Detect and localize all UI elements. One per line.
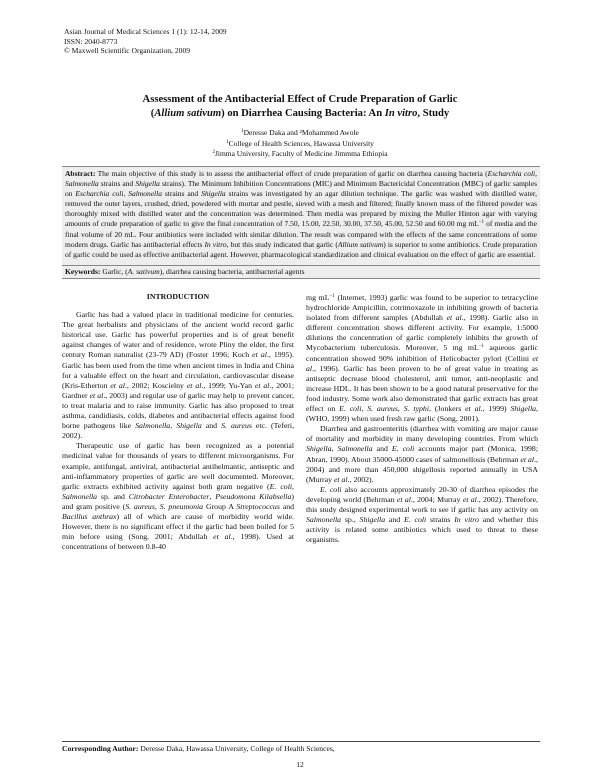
journal-citation: Asian Journal of Medical Sciences 1 (1): 12-14, 2009 xyxy=(64,27,227,36)
keywords-label: Keywords: xyxy=(65,267,101,276)
journal-copyright: © Maxwell Scientific Organization, 2009 xyxy=(64,46,191,56)
page-number: 12 xyxy=(296,760,304,769)
author-block xyxy=(60,128,540,160)
column-right xyxy=(306,293,538,545)
footer-divider xyxy=(62,741,540,742)
keywords: Keywords: Garlic, (A. sativum), diarrhea causing bacteria, antibacterial agents xyxy=(62,266,540,279)
corresponding-author-label: Corresponding Author: xyxy=(62,744,139,753)
journal-header xyxy=(64,27,227,56)
journal-issn: ISSN: 2040-8773 xyxy=(64,36,118,46)
abstract xyxy=(62,166,540,266)
intro-paragraph-2-continued: mg $mL^{-1}$ (Internet, 1993) garlic was found to be superior to tetracycline hydrochloride Ampicillin, cotrimoxazole in inhibiting growth of bacteria isolated from different samples (Abdullah et al., 1998). Garlic also in different concentration shows different activity. For example, 1:5000 dilutions the concentration of garlic completely inhibits the growth of Mycobacterium tuberculosis. Moreover, 5 mg $mL^{-1}$ aqueous garlic concentration showed 90% inhibition of Helicobacter pylori (Cellini et al., 1996). Garlic has been proven to be of great value in treating as antiseptic decrease blood cholesterol, anti tumor, anti-neoplastic and increase HDL. It has been shown to be a good natural preservative for the food industry. Some work also demonstrated that garlic extracts has great effect on E. coli, S. aureus, S. typhi, (Jonkers et al., 1999) Shigella, (WHO, 1999) when used fresh raw garlic (Song, 2001). xyxy=(306,293,538,424)
affiliation-2: $^2$Jimma University, Faculty of Medicine Jimmma Ethiopia xyxy=(212,149,388,158)
abstract-text: Abstract: The main objective of this study is to assess the antibacterial effect of crude preparation of garlic on diarrhea causing bacteria (Escharchia coli, Salmonella strains and Shigella strains). The Minimum Inhibition Concentrations (MIC) and Minimum Bactericidal Concentration (MBC) of garlic samples on Escharchia coli, Salmonella strains and Shigella strains was investigated by an agar dilution technique. The garlic was washed with distilled water, removed the outer layers, crushed, dried, powdered with mortar and pestle, sieved with a mesh and filtered; finally known mass of the filtered powder was thoroughly mixed with distilled water and the concentration was determined. Then media was prepared by mixing the Muller Hinton agar with varying amounts of crude preparation of garlic to give the final concentration of 7.50, 15.00, 22.50, 30.00, 37.50, 45.00, 52.50 and 60.00 mg $mL^{-1}$ of media and the final volume of 20 mL. Four antibiotics were included with similar dilution. The result was compared with the effects of the same concentrations of some modern drugs. Garlic has antibacterial effects In vitro, but this study indicated that garlic (Allium sativum) is superior to some antibiotics. Crude preparation of garlic could be used as effective antibacterial agent. However, pharmacological standardization and clinical evaluation on the effect of garlic are essential. xyxy=(65,169,538,259)
intro-paragraph-1: Garlic has had a valued place in traditional medicine for centuries. The great herbalists and physicians of the ancient world record garlic historical use. Garlic has powerful properties and is of great benefit against changes of water and of residence, wrote Pliny the elder, the first century Roman naturalist (23-79 AD) (Foster 1996; Koch et al., 1995). Garlic has been used from the time when ancient times in India and China for a valuable effect on the heart and circulation, cardiovascular disease (Kris-Etherton et al., 2002; Koscielny et al., 1999; Yu-Yan et al., 2001; Gardner et al., 2003) and regular use of garlic may help to prevent cancer, to treat malaria and to raise immunity. Garlic has also proposed to treat asthma, candidiasis, colds, diabetes and antibacterial effects against food borne pathogens like Salmonella, Shigella and S. aureus etc. (Teferi, 2002). xyxy=(62,310,295,441)
abstract-label: Abstract: xyxy=(65,169,96,178)
intro-paragraph-3: Diarrhea and gastroenteritis (diarrhea with vomiting are major cause of mortality and morbidity in many developing countries. From which Shigella, Salmonella and E. coli accounts major part (Monica, 1998; Abran, 1990). About 35000-45000 cases of salmonellosis (Behrman et al., 2004) and more than 450,000 shigellosis reported annually in USA (Murray et al., 2002). xyxy=(306,424,538,484)
intro-paragraph-2: Therapeutic use of garlic has been recognized as a potential medicinal value for thousands of years to different microorganisms. For example, antifungal, antiviral, antibacterial antihelmantic, antiseptic and anti-inflammatory properties of garlic are well documented. Moreover, garlic extracts exhibited activity against both gram negative (E. coli, Salmonella sp. and Citrobacter Enterobacter, Pseudomona Kilabsella) and gram positive (S. aureus, S. pneumonia Group A Streptococcus and Bacillus anthrax) all of which are cause of morbidity world wide. However, there is no significant effect if the garlic had been boiled for 5 min before using (Song, 2001; Abdullah et al., 1998). Used at concentrations of between 0.8-40 xyxy=(62,441,294,552)
affiliation-1: $^1$College of Health Sciences, Hawassa University xyxy=(226,138,374,148)
column-left xyxy=(62,292,294,552)
paper-title xyxy=(60,93,540,120)
corresponding-author: Corresponding Author: Deresse Daka, Hawassa University, College of Health Sciences, xyxy=(62,744,335,753)
intro-paragraph-4: E. coli also accounts approximately 20-30 of diarrhea episodes the developing world (Behrman et al., 2004; Murray et al., 2002). Therefore, this study designed experimental work to see if garlic has any activity on Salmonella sp., Shigella and E. coli strains In vitro and whether this activity is related some antibiotics which used to threat to these organisms. xyxy=(306,484,539,545)
author-names: $^1$Deresse Daka and ²Mohammed Awole xyxy=(241,128,359,137)
title-line-2: (Allium sativum) on Diarrhea Causing Bacteria: An In vitro, Study xyxy=(150,107,450,119)
section-heading-introduction: INTRODUCTION xyxy=(146,292,210,301)
title-line-1: Assessment of the Antibacterial Effect of Crude Preparation of Garlic xyxy=(142,94,458,105)
